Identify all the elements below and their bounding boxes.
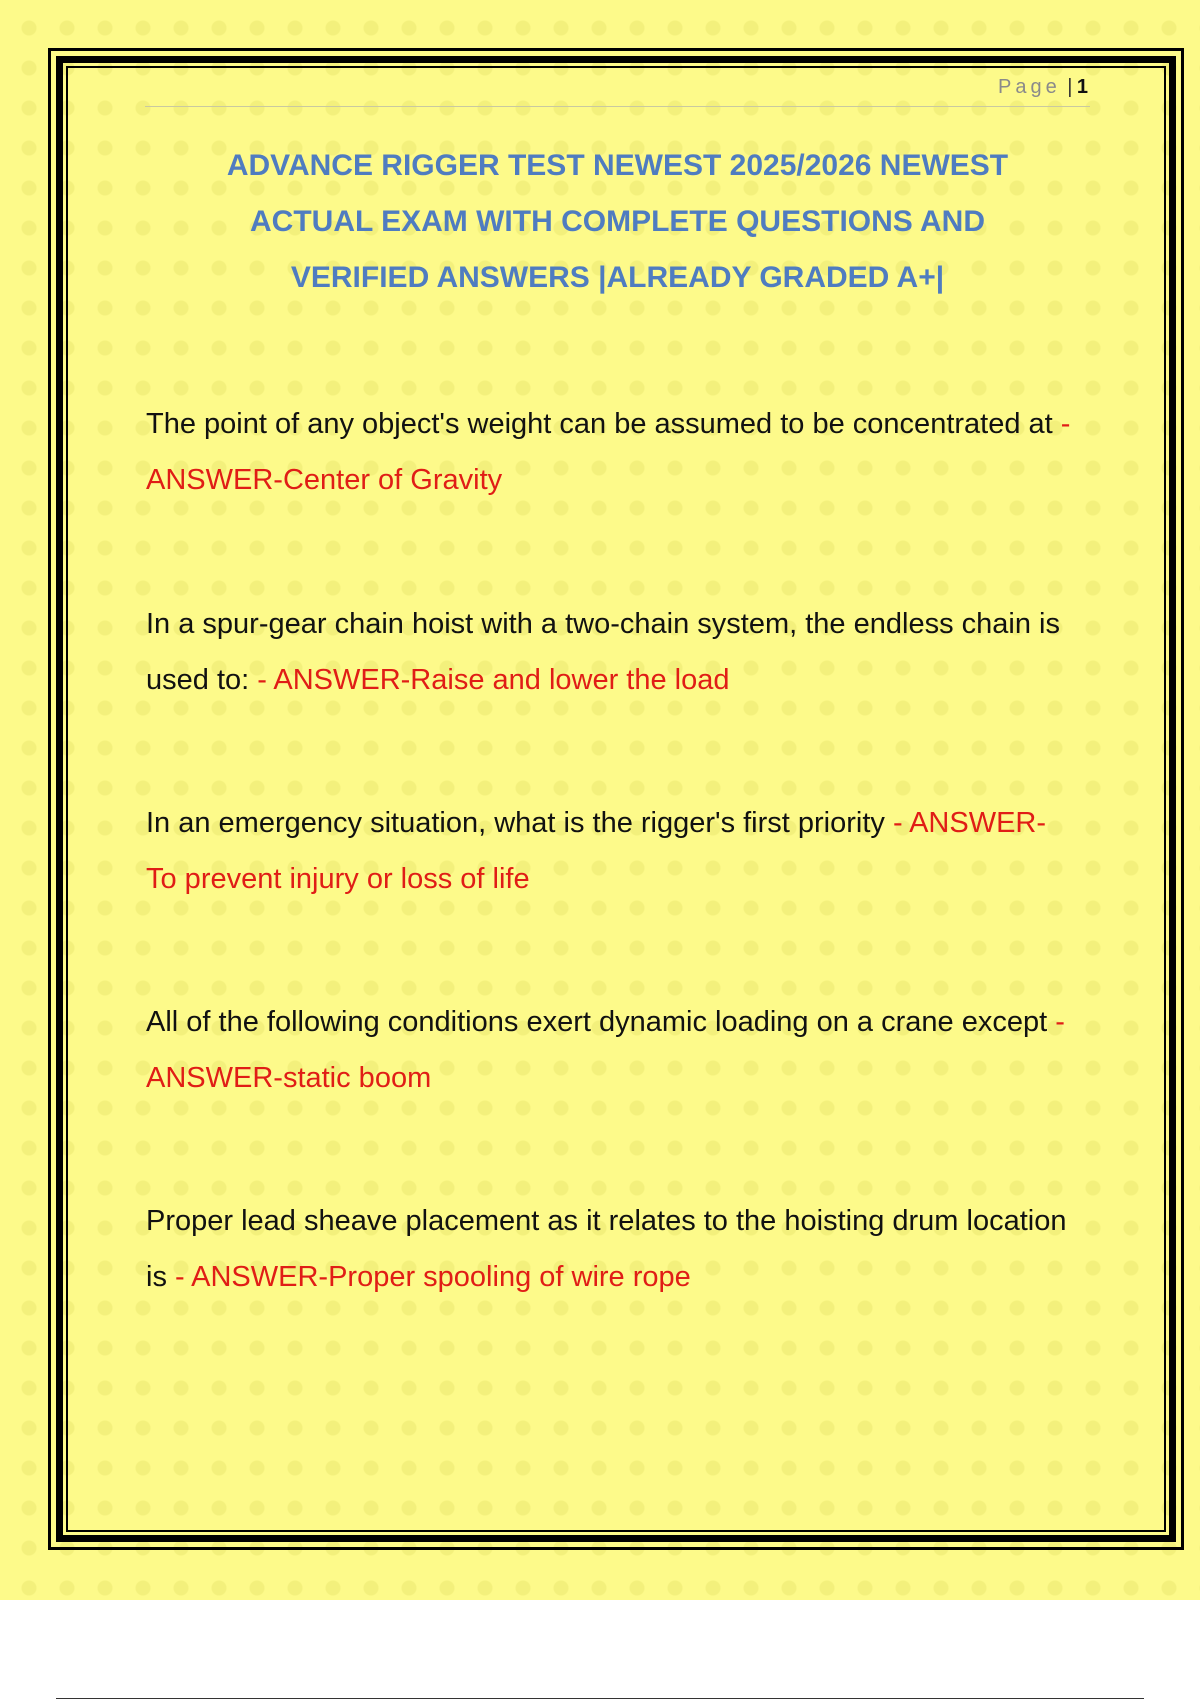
answer-text: - ANSWER-Raise and lower the load	[257, 664, 730, 696]
page-header	[145, 72, 1090, 107]
title-line-1: ADVANCE RIGGER TEST NEWEST 2025/2026 NEWEST	[226, 149, 1009, 182]
question-text: In a spur-gear chain hoist with a two-chain system, the endless chain is used to:	[146, 608, 1060, 696]
title-line-3: VERIFIED ANSWERS |ALREADY GRADED A+|	[290, 261, 945, 294]
question-text: All of the following conditions exert dynamic loading on a crane except	[146, 1006, 1048, 1038]
question-text: Proper lead sheave placement as it relates to the hoisting drum location is	[146, 1205, 1067, 1293]
document-title	[145, 138, 1090, 306]
answer-text: - ANSWER-static boom	[146, 1006, 1065, 1094]
answer-text: - ANSWER-To prevent injury or loss of life	[146, 807, 1047, 895]
qa-item	[146, 1193, 1076, 1305]
title-line-2: ACTUAL EXAM WITH COMPLETE QUESTIONS AND	[250, 205, 985, 238]
footer-divider	[56, 1698, 1144, 1699]
answer-text: - ANSWER-Center of Gravity	[146, 408, 1071, 496]
question-text: The point of any object's weight can be assumed to be concentrated at	[146, 408, 1053, 440]
page-number: 1	[1076, 76, 1088, 98]
question-text: In an emergency situation, what is the rigger's first priority	[146, 807, 885, 839]
qa-item	[146, 795, 1076, 907]
qa-item	[146, 994, 1076, 1106]
page-label: Page	[998, 76, 1061, 98]
page-separator: |	[1067, 76, 1073, 98]
qa-item	[146, 596, 1076, 708]
qa-item	[146, 396, 1076, 508]
answer-text: - ANSWER-Proper spooling of wire rope	[175, 1261, 691, 1293]
